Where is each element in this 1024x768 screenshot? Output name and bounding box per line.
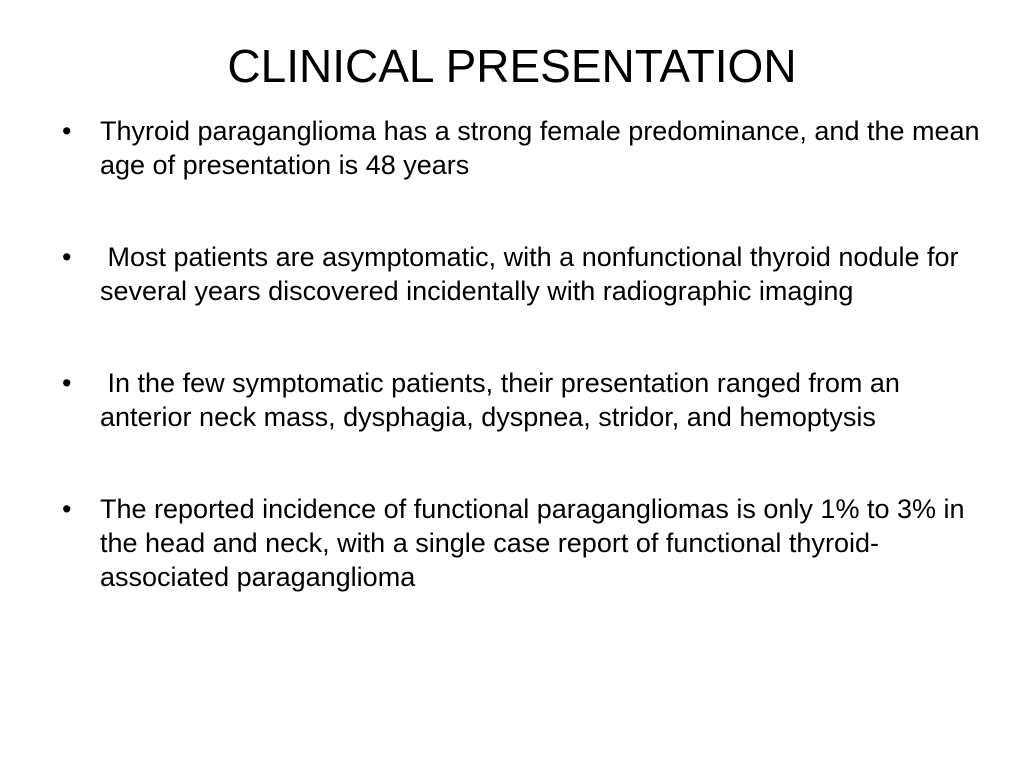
bullet-list	[62, 114, 982, 652]
bullet-item	[62, 366, 982, 434]
bullet-dot-icon: •	[62, 116, 72, 146]
bullet-text: In the few symptomatic patients, their presentation ranged from an anterior neck mass, dysphagia, dyspnea, stridor, and hemoptysis	[100, 368, 908, 432]
bullet-item	[62, 240, 982, 308]
bullet-text: Most patients are asymptomatic, with a nonfunctional thyroid nodule for several years discovered incidentally with radiographic imaging	[100, 242, 966, 306]
bullet-item	[62, 492, 982, 594]
slide-title: CLINICAL PRESENTATION	[227, 40, 797, 92]
bullet-dot-icon: •	[62, 494, 72, 524]
bullet-dot-icon: •	[62, 242, 72, 272]
bullet-text: Thyroid paraganglioma has a strong female predominance, and the mean age of presentation is 48 years	[100, 116, 980, 180]
bullet-dot-icon: •	[62, 368, 72, 398]
bullet-item	[62, 114, 982, 182]
bullet-text: The reported incidence of functional paragangliomas is only 1% to 3% in the head and neck, with a single case report of functional thyroid-associated paraganglioma	[100, 494, 965, 592]
